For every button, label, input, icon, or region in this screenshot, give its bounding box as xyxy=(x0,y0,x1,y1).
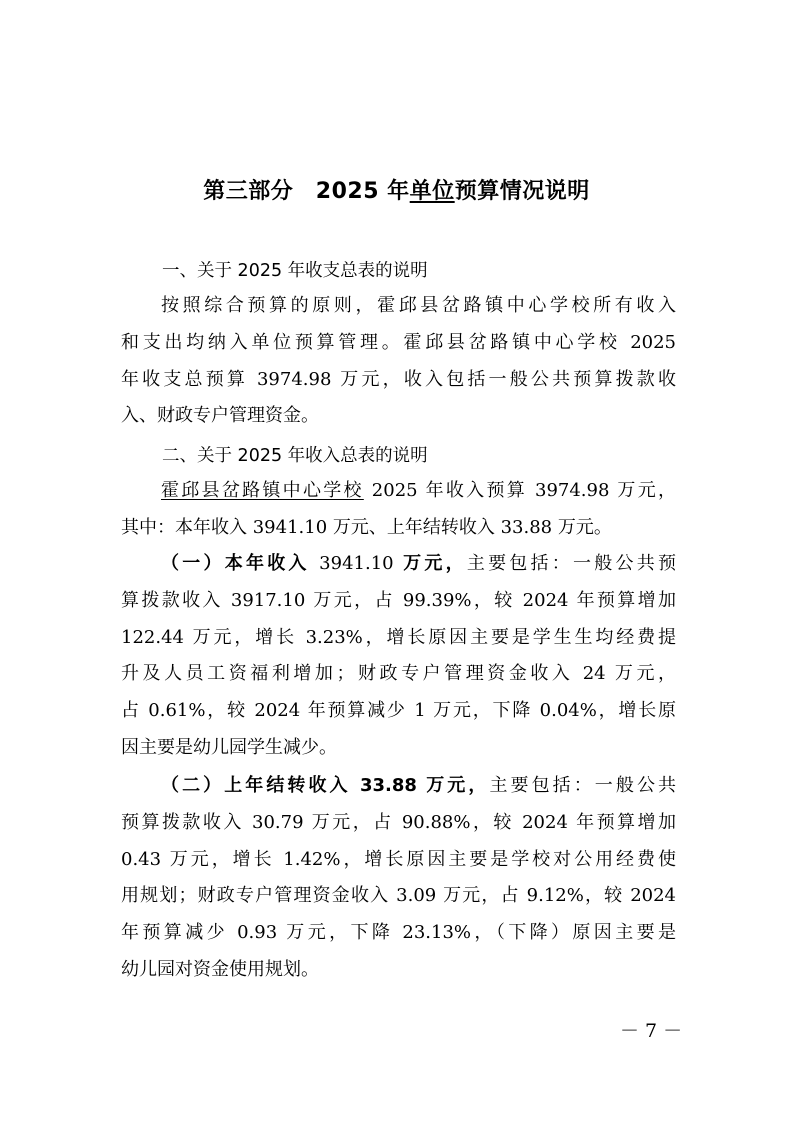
section2-intro xyxy=(121,473,676,547)
item1-line: 算拨款收入 3917.10 万元，占 99.39%，较 2024 年预算增加 xyxy=(121,589,676,611)
item1-line: 升及人员工资福利增加；财政专户管理资金收入 24 万元， xyxy=(121,663,676,685)
item1-paragraph xyxy=(121,546,676,767)
intro-line1-rest: 2025 年收入预算 3974.98 万元， xyxy=(363,480,676,501)
item1-line: 因主要是幼儿园学生减少。 xyxy=(121,736,337,758)
section2-heading: 二、关于 2025 年收入总表的说明 xyxy=(162,446,428,466)
item1-amount: 3941.10 xyxy=(319,553,394,574)
item1-line: 占 0.61%，较 2024 年预算减少 1 万元，下降 0.04%，增长原 xyxy=(121,700,676,722)
section2-intro-line1 xyxy=(121,473,676,510)
section2-intro-line2: 其中：本年收入 3941.10 万元、上年结转收入 33.88 万元。 xyxy=(121,516,612,538)
section1-line: 年收支总预算 3974.98 万元，收入包括一般公共预算拨款收 xyxy=(121,368,676,390)
page-number: － 7 － xyxy=(620,1020,683,1042)
item2-line: 0.43 万元，增长 1.42%，增长原因主要是学校对公用经费使 xyxy=(121,848,676,870)
item2-line: 用规划；财政专户管理资金收入 3.09 万元，占 9.12%，较 2024 xyxy=(121,885,676,907)
item1-line1-rest: 主要包括：一般公共预 xyxy=(466,553,676,574)
section1-line: 入、财政专户管理资金。 xyxy=(121,405,319,427)
item2-line: 预算拨款收入 30.79 万元，占 90.88%，较 2024 年预算增加 xyxy=(121,811,676,833)
section1-line: 按照综合预算的原则，霍邱县岔路镇中心学校所有收入 xyxy=(161,295,676,316)
school-name-underlined: 霍邱县岔路镇中心学校 xyxy=(161,480,364,501)
title-suffix: 预算情况说明 xyxy=(454,179,590,204)
item2-paragraph xyxy=(121,768,676,989)
item1-line: 122.44 万元，增长 3.23%，增长原因主要是学生生均经费提 xyxy=(121,626,676,648)
item1-label-2: 万元， xyxy=(393,553,467,574)
item1-line1 xyxy=(121,546,676,583)
section1-line: 和支出均纳入单位预算管理。霍邱县岔路镇中心学校 2025 xyxy=(121,331,676,353)
item1-label-1: （一）本年收入 xyxy=(161,553,320,574)
section1-heading: 一、关于 2025 年收支总表的说明 xyxy=(162,261,428,281)
page-title xyxy=(0,172,793,212)
item2-line1-rest: 主要包括：一般公共 xyxy=(489,775,677,796)
item2-line1 xyxy=(121,768,676,805)
item2-line: 幼儿园对资金使用规划。 xyxy=(121,958,319,980)
title-prefix: 第三部分 2025 年 xyxy=(203,179,410,204)
title-underlined: 单位 xyxy=(409,179,455,204)
item2-label: （二）上年结转收入 33.88 万元， xyxy=(161,775,490,796)
item2-line: 年预算减少 0.93 万元，下降 23.13%，（下降）原因主要是 xyxy=(121,922,676,944)
section1-body xyxy=(121,288,676,435)
